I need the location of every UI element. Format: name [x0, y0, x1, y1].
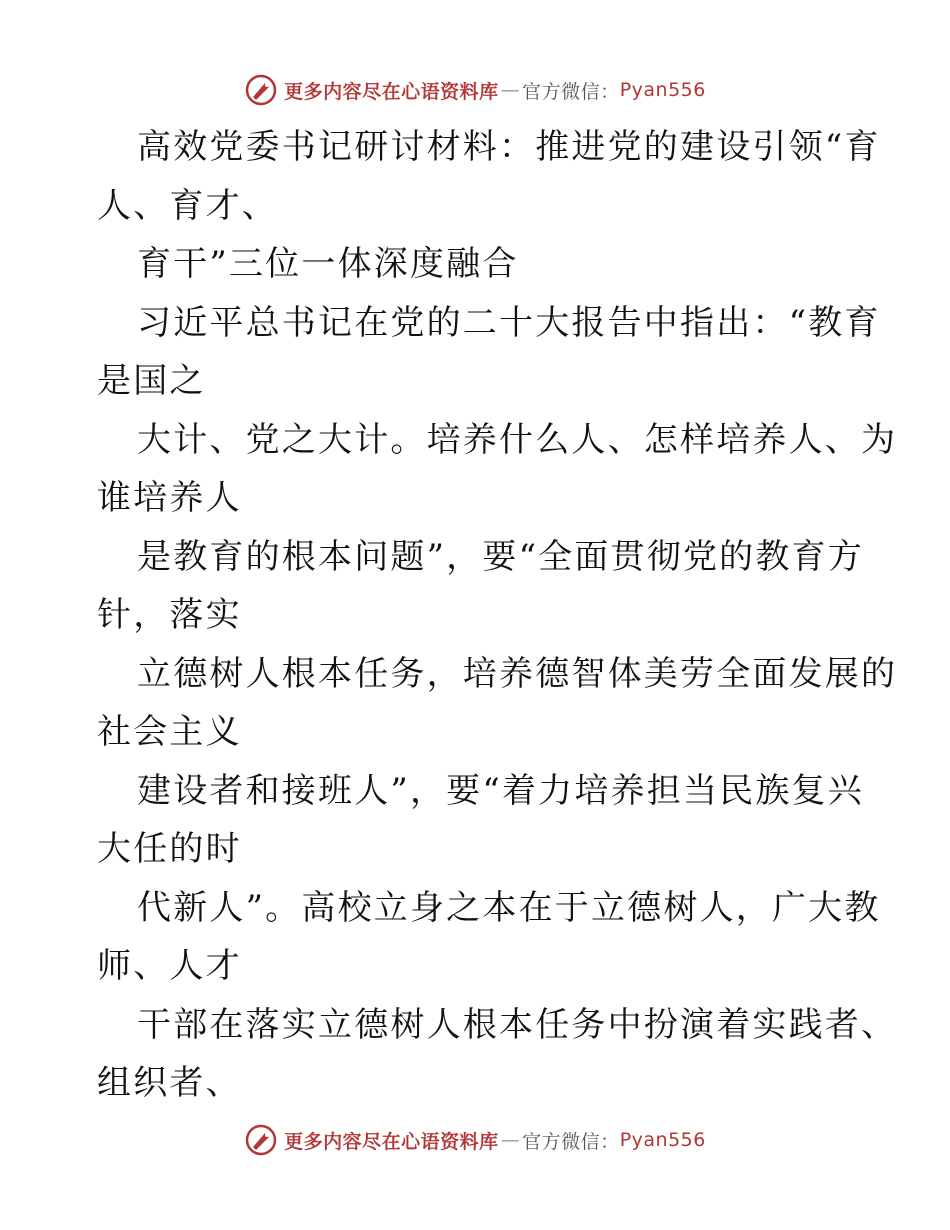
text-line: 谁培养人	[97, 478, 242, 518]
banner-dash: —	[500, 1129, 521, 1151]
text-line: 是教育的根本问题”，要“全面贯彻党的教育方	[137, 536, 864, 577]
text-line: 人、育才、	[97, 185, 278, 226]
banner-official-label: 官方微信：	[522, 1130, 620, 1153]
banner-wechat-id: Pyan556	[619, 79, 706, 101]
footer-watermark-banner	[0, 1120, 950, 1160]
text-line: 代新人”。高校立身之本在于立德树人，广大教	[137, 887, 881, 928]
text-line: 干部在落实立德树人根本任务中扮演着实践者、	[137, 1004, 898, 1045]
text-line: 大计、党之大计。培养什么人、怎样培养人、为	[137, 419, 898, 460]
text-line: 立德树人根本任务，培养德智体美劳全面发展的	[137, 653, 898, 694]
pen-nib-logo-icon	[244, 73, 278, 107]
text-line: 针，落实	[97, 595, 242, 635]
banner-main-text: 更多内容尽在心语资料库	[284, 80, 499, 103]
text-line: 师、人才	[97, 946, 242, 986]
banner-official-label: 官方微信：	[522, 80, 620, 103]
header-watermark-banner	[0, 70, 950, 110]
text-line: 习近平总书记在党的二十大报告中指出：“教育	[137, 302, 881, 343]
text-line: 育干”三位一体深度融合	[137, 244, 519, 284]
text-line: 建设者和接班人”，要“着力培养担当民族复兴	[137, 770, 864, 811]
text-line: 组织者、	[97, 1063, 242, 1103]
pen-nib-logo-icon	[244, 1123, 278, 1157]
text-line: 高效党委书记研讨材料：推进党的建设引领“育	[137, 127, 881, 167]
text-line: 大任的时	[97, 829, 242, 869]
banner-wechat-id: Pyan556	[619, 1129, 706, 1151]
text-line: 是国之	[97, 361, 206, 401]
banner-dash: —	[500, 79, 521, 101]
banner-main-text: 更多内容尽在心语资料库	[284, 1130, 499, 1153]
document-body	[97, 118, 898, 1113]
text-line: 社会主义	[97, 712, 242, 752]
